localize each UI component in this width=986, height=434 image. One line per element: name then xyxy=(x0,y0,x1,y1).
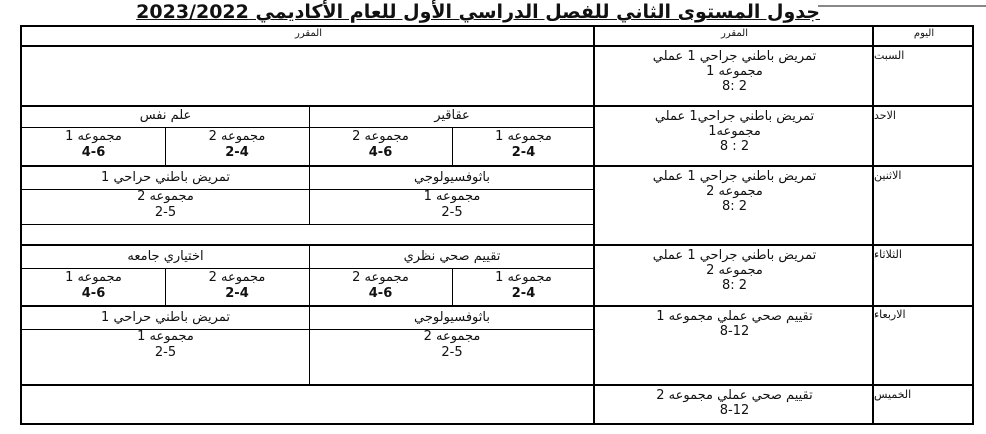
time-label: 4-6 xyxy=(368,286,393,301)
day-sunday: الاحد xyxy=(874,109,896,122)
column-rule xyxy=(309,246,310,305)
course-cell-sunday xyxy=(595,108,874,166)
day-monday: الاثنين xyxy=(874,169,902,182)
time-label: 4-6 xyxy=(81,286,106,301)
schedule-table xyxy=(20,25,974,425)
row-rule xyxy=(22,165,972,167)
page-title: جدول المستوى الثاني للفصل الدراسي الأول للعام الأكاديمي 2023/2022 xyxy=(136,1,820,23)
group-label: مجموعه 1 xyxy=(65,129,122,144)
header-course-left: المقرر xyxy=(294,28,322,39)
time-label: 2-4 xyxy=(225,286,249,301)
tuesday-group-cell xyxy=(165,270,309,306)
group-label: مجموعه 1 xyxy=(495,129,552,144)
column-rule xyxy=(452,268,453,305)
header-day: اليوم xyxy=(913,28,935,39)
column-rule xyxy=(309,107,310,165)
sunday-group-cell xyxy=(452,129,595,165)
sunday-group-cell xyxy=(165,129,309,165)
time-label: 4-6 xyxy=(81,145,106,160)
group-label: مجموعه 1 xyxy=(706,64,763,79)
course-name: تمريض باطني جراحي 1 عملي xyxy=(652,248,817,263)
monday-group-cell xyxy=(309,189,595,225)
column-rule xyxy=(309,167,310,224)
column-rule xyxy=(593,27,595,423)
time-label: 4-6 xyxy=(368,145,393,160)
time-label: 2-5 xyxy=(154,345,177,360)
group-label: مجموعه 1 xyxy=(137,329,194,344)
group-label: مجموعه1 xyxy=(708,124,761,139)
row-rule xyxy=(22,45,972,47)
tuesday-course-left: اختياري جامعه xyxy=(127,249,204,264)
monday-course-left: تمريض باطني حراحي 1 xyxy=(101,170,230,185)
wednesday-course-left: تمريض باطني حراحي 1 xyxy=(101,310,230,325)
column-rule xyxy=(872,27,874,423)
time-label: 8-12 xyxy=(719,403,750,418)
time-label: 2 :8 xyxy=(721,278,748,293)
time-label: 2-4 xyxy=(225,145,249,160)
monday-course-right: باثوفسيولوجي xyxy=(414,170,490,185)
column-rule xyxy=(309,307,310,384)
day-saturday: السبت xyxy=(874,49,905,62)
row-rule xyxy=(22,244,972,246)
group-label: مجموعه 2 xyxy=(423,329,481,344)
tuesday-course-right: تقييم صحي نظري xyxy=(403,249,501,264)
wednesday-group-cell xyxy=(22,329,309,365)
group-label: مجموعه 2 xyxy=(137,189,194,204)
time-label: 2-5 xyxy=(154,205,177,220)
day-tuesday: الثلاثاء xyxy=(874,248,902,261)
group-label: مجموعه 1 xyxy=(423,189,481,204)
sunday-group-cell xyxy=(309,129,452,165)
group-label: مجموعه 1 xyxy=(495,270,552,285)
sunday-course-right: عقاقير xyxy=(434,108,470,123)
time-label: 2-5 xyxy=(441,345,463,360)
time-label: 2-4 xyxy=(511,145,536,160)
group-label: مجموعه 2 xyxy=(208,270,266,285)
column-rule xyxy=(165,127,166,165)
course-name: تمريض باطني جراحي 1 عملي xyxy=(652,49,817,64)
course-cell-tuesday xyxy=(595,247,874,305)
wednesday-group-cell xyxy=(309,329,595,365)
course-name: تقييم صحي عملي مجموعه 1 xyxy=(656,309,813,324)
time-label: 2-4 xyxy=(511,286,536,301)
sunday-course-left: علم نفس xyxy=(139,108,192,123)
course-name: تمريض باطني جراحي1 عملي xyxy=(654,109,815,124)
day-thursday: الخميس xyxy=(874,388,912,401)
group-label: مجموعه 2 xyxy=(706,263,763,278)
row-rule xyxy=(22,384,972,386)
tuesday-group-cell xyxy=(309,270,452,306)
wednesday-course-right: باثوفسيولوجي xyxy=(414,310,490,325)
course-cell-monday xyxy=(595,168,874,244)
course-cell-saturday xyxy=(595,48,874,106)
group-label: مجموعه 1 xyxy=(65,270,122,285)
day-wednesday: الاربعاء xyxy=(874,308,906,321)
group-label: مجموعه 2 xyxy=(706,184,763,199)
course-cell-thursday xyxy=(595,387,874,425)
time-label: 2 :8 xyxy=(721,199,748,214)
row-rule xyxy=(22,305,972,307)
column-rule xyxy=(165,268,166,305)
sunday-group-cell xyxy=(22,129,165,165)
time-label: 2 :8 xyxy=(721,79,748,94)
title-rule xyxy=(818,5,986,7)
tuesday-group-cell xyxy=(22,270,165,306)
course-name: تقييم صحي عملي مجموعه 2 xyxy=(656,388,813,403)
monday-group-cell xyxy=(22,189,309,225)
time-label: 8-12 xyxy=(719,324,750,339)
tuesday-group-cell xyxy=(452,270,595,306)
group-label: مجموعه 2 xyxy=(352,129,409,144)
group-label: مجموعه 2 xyxy=(352,270,409,285)
group-label: مجموعه 2 xyxy=(208,129,266,144)
time-label: 2 : 8 xyxy=(719,139,750,154)
time-label: 2-5 xyxy=(441,205,463,220)
header-course-right: المقرر xyxy=(720,28,748,39)
column-rule xyxy=(452,127,453,165)
row-rule xyxy=(22,105,972,107)
row-rule xyxy=(22,224,595,225)
course-name: تمريض باطني جراحي 1 عملي xyxy=(652,169,817,184)
course-cell-wednesday xyxy=(595,308,874,384)
